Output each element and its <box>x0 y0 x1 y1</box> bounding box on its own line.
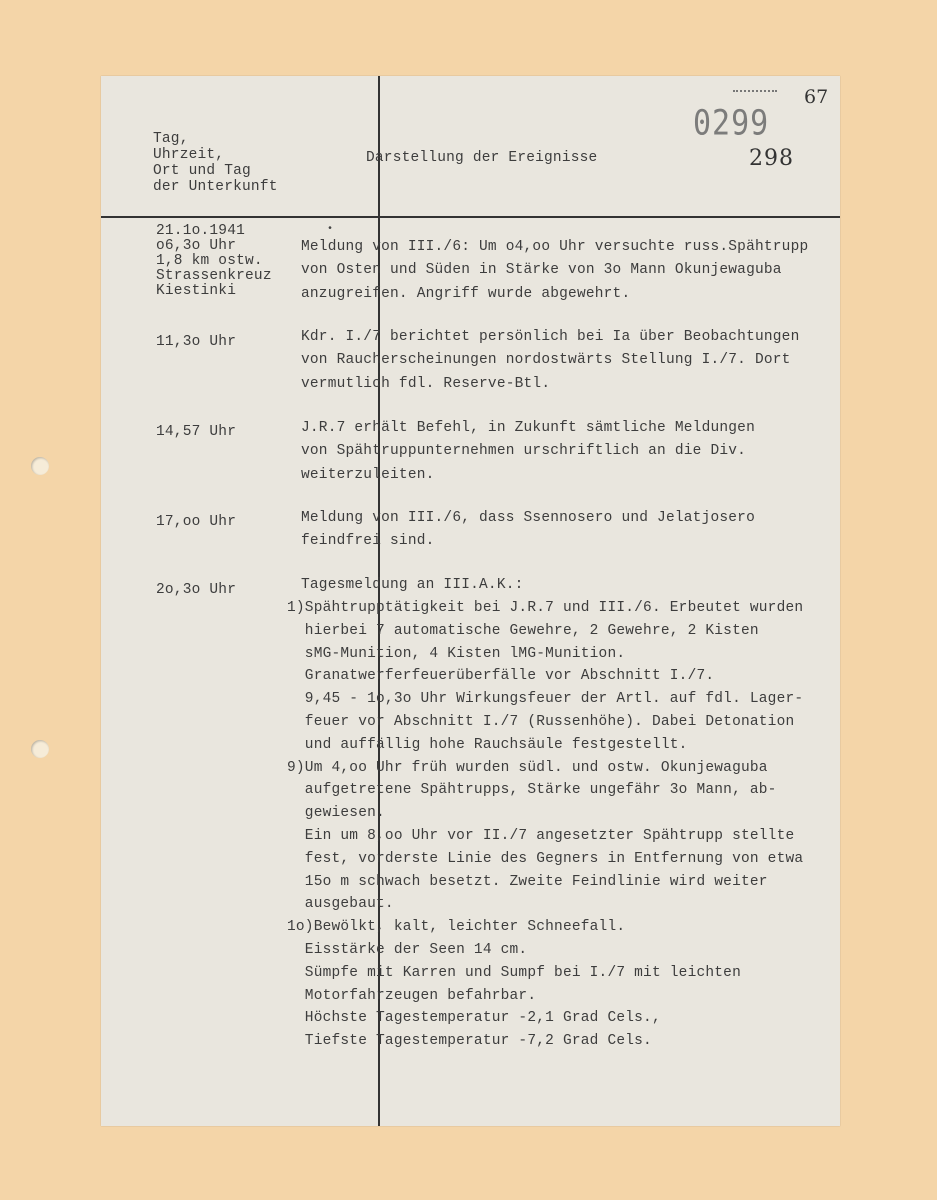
header-center-title: Darstellung der Ereignisse <box>366 150 598 166</box>
header-divider <box>101 216 840 218</box>
entry-4-when: 17,oo Uhr <box>156 514 237 530</box>
header-left-column: Tag, Uhrzeit, Ort und Tag der Unterkunft <box>153 131 278 195</box>
entry-5-text: Tagesmeldung an III.A.K.: <box>301 577 524 593</box>
punch-hole-lower <box>31 740 49 758</box>
punch-hole-upper <box>31 457 49 475</box>
archive-stamp-number: 0299 <box>693 103 770 144</box>
entry-5-when: 2o,3o Uhr <box>156 582 237 598</box>
handwritten-folio-number: 298 <box>749 146 794 171</box>
entry-3-when: 14,57 Uhr <box>156 424 237 440</box>
entry-1-text: Meldung von III./6: Um o4,oo Uhr versuchte russ.Spähtrupp von Osten und Süden in Stärke von 3o Mann Okunjewaguba anzugreifen. Angriff wurde abgewehrt. <box>301 239 809 302</box>
entry-3-text: J.R.7 erhält Befehl, in Zukunft sämtliche Meldungen von Spähtruppunternehmen urschriftlich an die Div. weiterzuleiten. <box>301 420 755 483</box>
numbered-report: 1)Spähtrupptätigkeit bei J.R.7 und III./6. Erbeutet wurden hierbei 7 automatische Gewehre, 2 Gewehre, 2 Kisten sMG-Munition, 4 Kisten lMG-Munition. Granatwerferfeuerüberfälle vor Abschnitt I./7. 9,45 - 1o,3o Uhr Wirkungsfeuer der Artl. auf fdl. Lager- feuer vor Abschnitt I./7 (Russenhöhe). Dabei Detonation und auffällig hohe Rauchsäule festgestellt. 9)Um 4,oo Uhr früh wurden südl. und ostw. Okunjewaguba aufgetretene Spähtrupps, Stärke ungefähr 3o Mann, ab- gewiesen. Ein um 8,oo Uhr vor II./7 angesetzter Spähtrupp stellte fest, vorderste Linie des Gegners in Entfernung von etwa 15o m schwach besetzt. Zweite Feindlinie wird weiter ausgebaut. 1o)Bewölkt, kalt, leichter Schneefall. Eisstärke der Seen 14 cm. Sümpfe mit Karren und Sumpf bei I./7 mit leichten Motorfahrzeugen befahrbar. Höchste Tagestemperatur -2,1 Grad Cels., Tiefste Tagestemperatur -7,2 Grad Cels. <box>287 600 804 1050</box>
entry-4-text: Meldung von III./6, dass Ssennosero und Jelatjosero feindfrei sind. <box>301 510 755 550</box>
stamp-top-mark <box>733 90 777 96</box>
entry-2-text: Kdr. I./7 berichtet persönlich bei Ia über Beobachtungen von Raucherscheinungen nordostwärts Stellung I./7. Dort vermutlich fdl. Reserve-Btl. <box>301 329 800 392</box>
entry-1-when: 21.1o.1941 o6,3o Uhr 1,8 km ostw. Strassenkreuz Kiestinki <box>156 223 272 299</box>
ink-dot-mark: • <box>327 224 334 235</box>
entry-2-when: 11,3o Uhr <box>156 334 237 350</box>
handwritten-page-number: 67 <box>804 86 829 108</box>
document-page <box>101 76 840 1126</box>
